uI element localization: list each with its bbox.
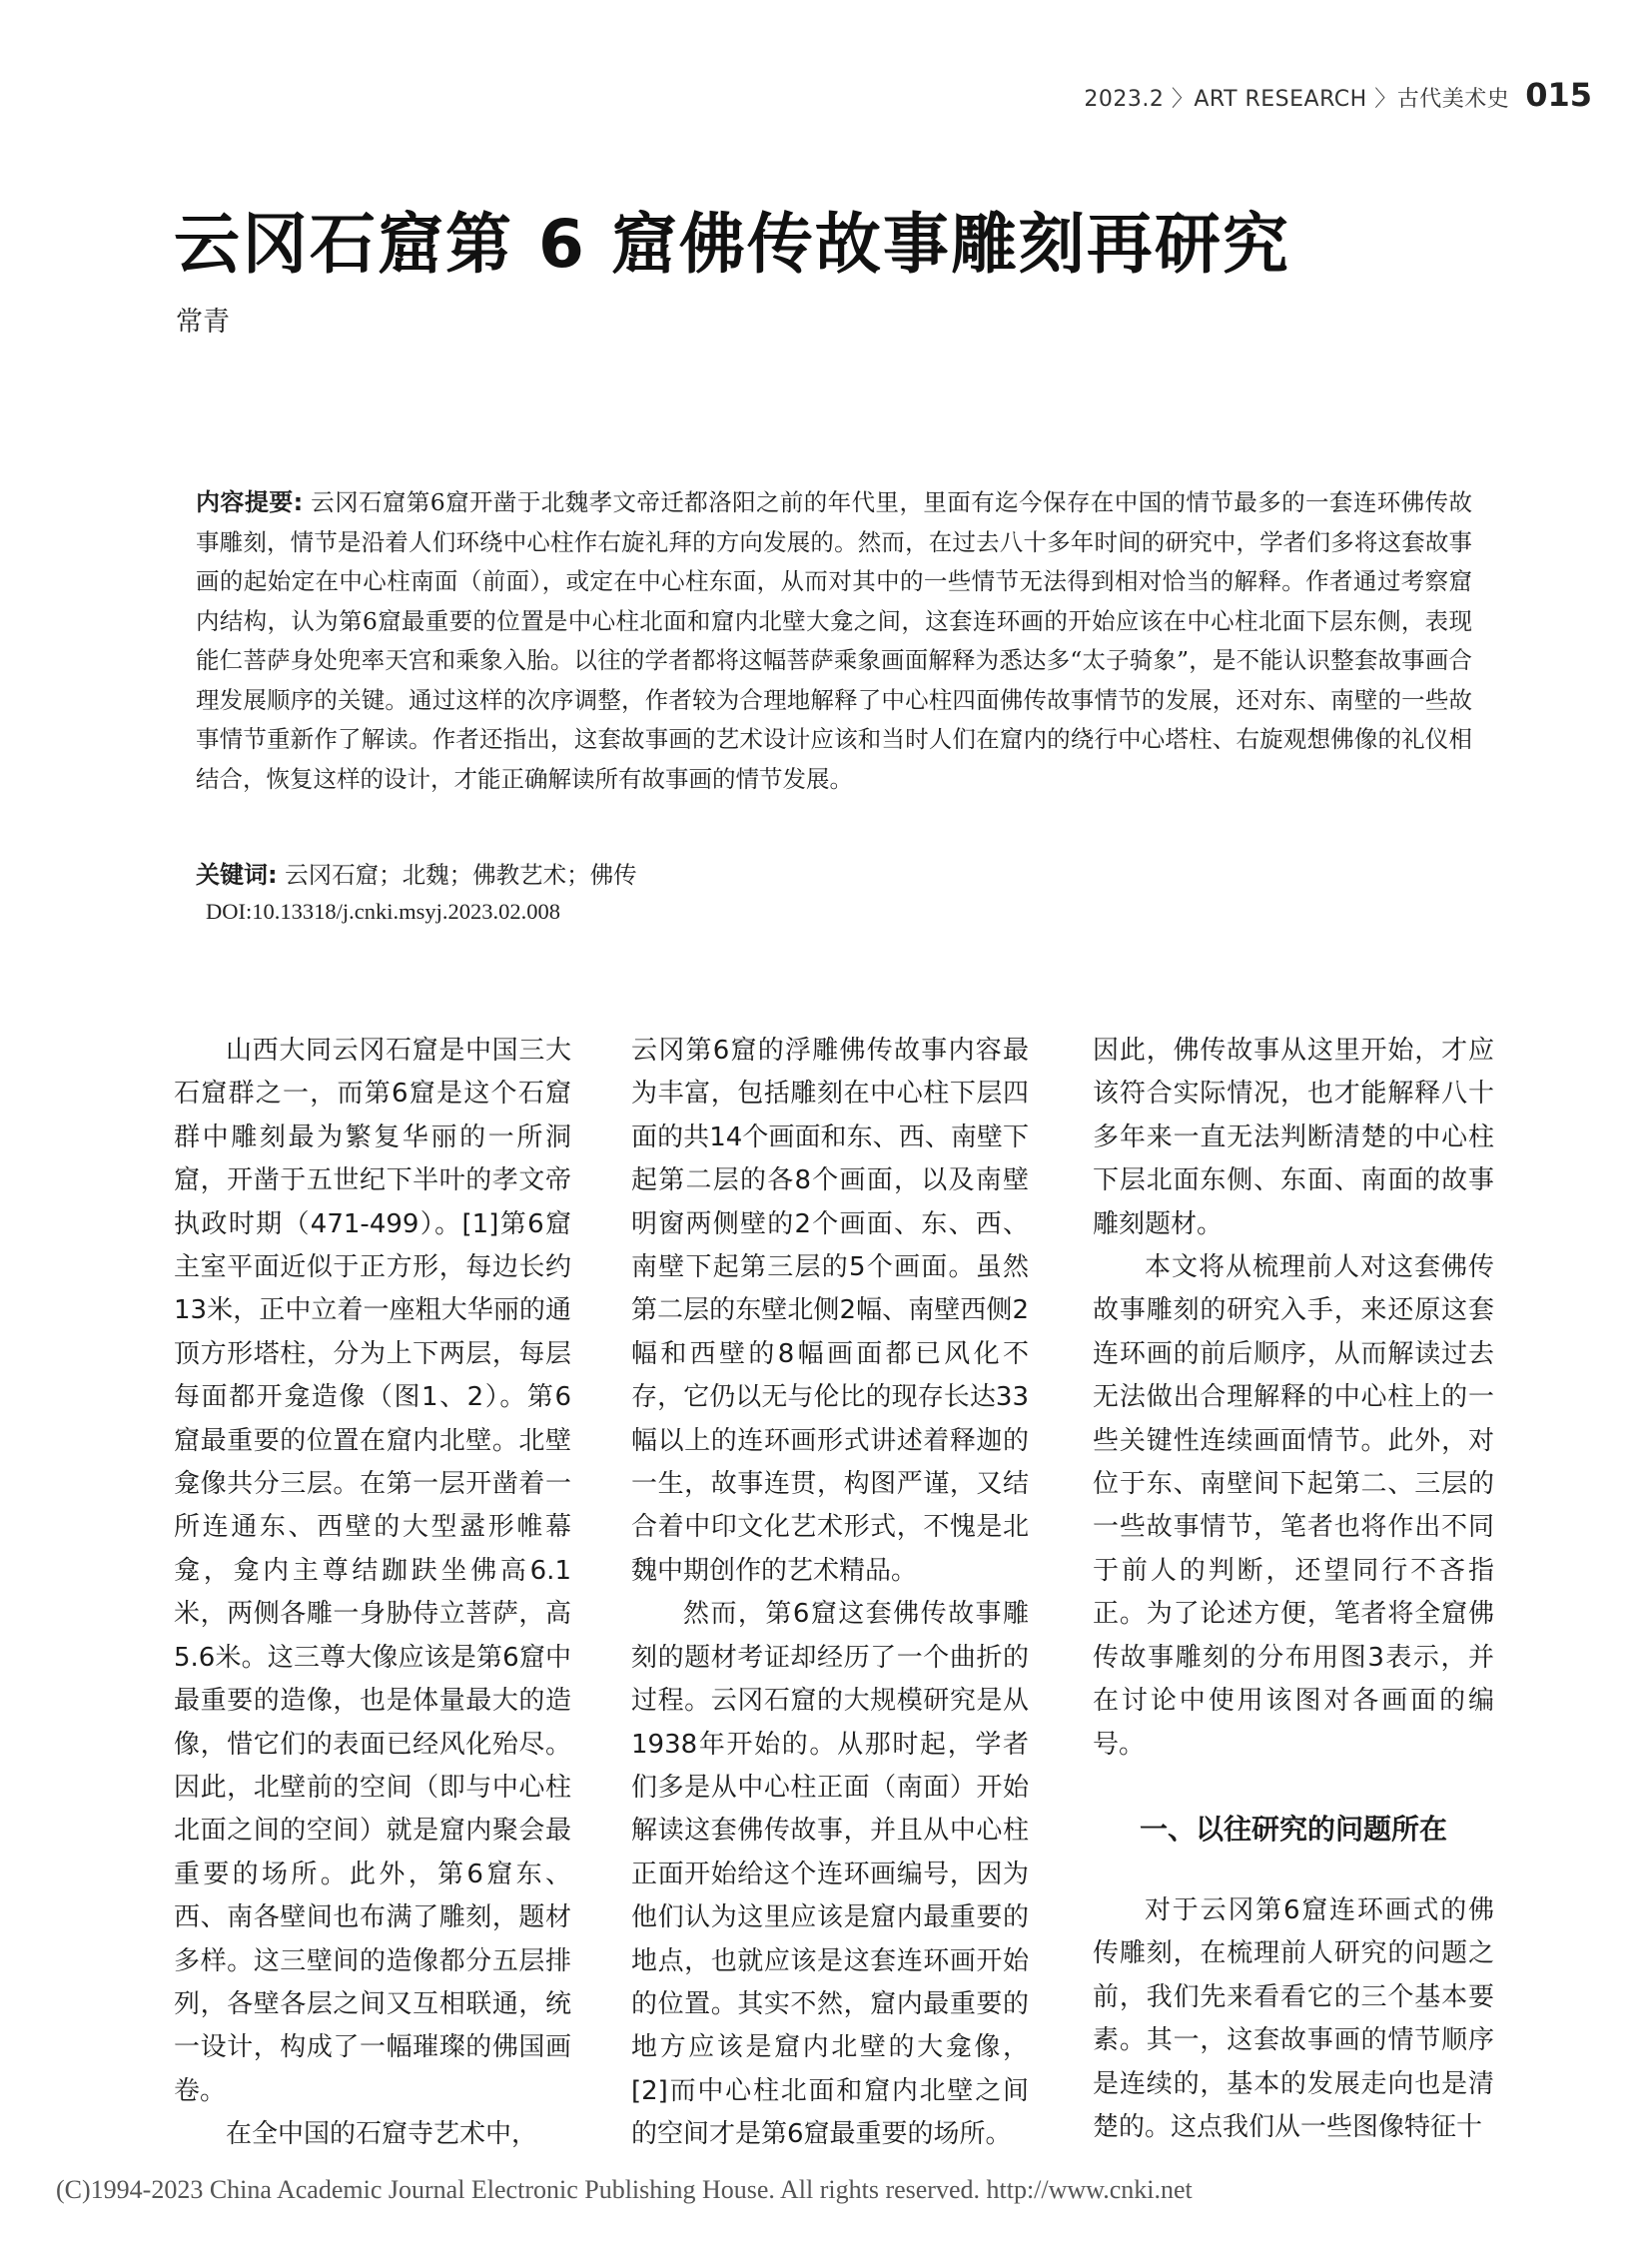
section-heading: 一、以往研究的问题所在 [1139, 1812, 1447, 1846]
keywords-text: 云冈石窟；北魏；佛教艺术；佛传 [285, 861, 637, 889]
paragraph: 因此，佛传故事从这里开始，才应该符合实际情况，也才能解释八十多年来一直无法判断清楚的中心柱下层北面东侧、东面、南面的故事雕刻题材。 [1093, 1036, 1494, 1239]
paragraph: 云冈第6窟的浮雕佛传故事内容最为丰富，包括雕刻在中心柱下层四面的共14个画面和东、西、南壁下起第二层的各8个画面，以及南壁明窗两侧壁的2个画面、东、西、南壁下起第三层的5个画面。虽然第二层的东壁北侧2幅、南壁西侧2幅和西壁的8幅画面都已风化不存，它仍以无与伦比的现存长达33幅以上的连环画形式讲述着释迦的一生，故事连贯，构图严谨，又结合着中印文化艺术形式，不愧是北魏中期创作的艺术精品。 [631, 1036, 1029, 1586]
article-author: 常青 [176, 307, 230, 338]
body-column-2 [631, 1030, 1029, 2157]
paragraph: 本文将从梳理前人对这套佛传故事雕刻的研究入手，来还原这套连环画的前后顺序，从而解读过去无法做出合理解释的中心柱上的一些关键性连续画面情节。此外，对位于东、南壁间下起第二、三层的一些故事情节，笔者也将作出不同于前人的判断，还望同行不吝指正。为了论述方便，笔者将全窟佛传故事雕刻的分布用图3表示，并在讨论中使用该图对各画面的编号。 [1093, 1252, 1494, 1760]
copyright-footer: (C)1994-2023 China Academic Journal Electronic Publishing House. All rights reserved. http://www.cnki.net [56, 2175, 1193, 2204]
paragraph: 山西大同云冈石窟是中国三大石窟群之一，而第6窟是这个石窟群中雕刻最为繁复华丽的一所洞窟，开凿于五世纪下半叶的孝文帝执政时期（471-499）。[1]第6窟主室平面近似于正方形，每边长约13米，正中立着一座粗大华丽的通顶方形塔柱，分为上下两层，每层每面都开龛造像（图1、2）。第6窟最重要的位置在窟内北壁。北壁龛像共分三层。在第一层开凿着一所连通东、西壁的大型盝形帷幕龛，龛内主尊结跏趺坐佛高6.1米，两侧各雕一身胁侍立菩萨，高5.6米。这三尊大像应该是第6窟中最重要的造像，也是体量最大的造像，惜它们的表面已经风化殆尽。因此，北壁前的空间（即与中心柱北面之间的空间）就是窟内聚会最重要的场所。此外，第6窟东、西、南各壁间也布满了雕刻，题材多样。这三壁间的造像都分五层排列，各壁各层之间又互相联通，统一设计，构成了一幅璀璨的佛国画卷。 [174, 1036, 571, 2106]
paragraph: 对于云冈第6窟连环画式的佛传雕刻，在梳理前人研究的问题之前，我们先来看看它的三个基本要素。其一，这套故事画的情节顺序是连续的，基本的发展走向也是清楚的。这点我们从一些图像特征十 [1093, 1894, 1494, 2142]
article-title: 云冈石窟第 6 窟佛传故事雕刻再研究 [174, 206, 1290, 283]
running-head [1084, 76, 1592, 116]
page-number: 015 [1525, 76, 1592, 114]
body-column-1 [174, 1030, 571, 2157]
abstract [196, 483, 1472, 799]
body-column-3 [1093, 1030, 1494, 2149]
keywords [196, 855, 1472, 895]
paragraph: 在全中国的石窟寺艺术中， [226, 2119, 538, 2150]
abstract-text: 云冈石窟第6窟开凿于北魏孝文帝迁都洛阳之前的年代里，里面有迄今保存在中国的情节最多的一套连环佛传故事雕刻，情节是沿着人们环绕中心柱作右旋礼拜的方向发展的。然而，在过去八十多年时间的研究中，学者们多将这套故事画的起始定在中心柱南面（前面），或定在中心柱东面，从而对其中的一些情节无法得到相对恰当的解释。作者通过考察窟内结构，认为第6窟最重要的位置是中心柱北面和窟内北壁大龛之间，这套连环画的开始应该在中心柱北面下层东侧，表现能仁菩萨身处兜率天宫和乘象入胎。以往的学者都将这幅菩萨乘象画面解释为悉达多“太子骑象”，是不能认识整套故事画合理发展顺序的关键。通过这样的次序调整，作者较为合理地解释了中心柱四面佛传故事情节的发展，还对东、南壁的一些故事情节重新作了解读。作者还指出，这套故事画的艺术设计应该和当时人们在窟内的绕行中心塔柱、右旋观想佛像的礼仪相结合，恢复这样的设计，才能正确解读所有故事画的情节发展。 [196, 488, 1472, 793]
keywords-label: 关键词: [196, 861, 278, 889]
paragraph: 然而，第6窟这套佛传故事雕刻的题材考证却经历了一个曲折的过程。云冈石窟的大规模研究是从1938年开始的。从那时起，学者们多是从中心柱正面（南面）开始解读这套佛传故事，并且从中心柱正面开始给这个连环画编号，因为他们认为这里应该是窟内最重要的地点，也就应该是这套连环画开始的位置。其实不然，窟内最重要的地方应该是窟内北壁的大龛像，[2]而中心柱北面和窟内北壁之间的空间才是第6窟最重要的场所。 [631, 1599, 1029, 2150]
abstract-label: 内容提要: [196, 488, 304, 516]
doi: DOI:10.13318/j.cnki.msyj.2023.02.008 [206, 899, 560, 924]
running-head-text: 2023.2 〉ART RESEARCH 〉古代美术史 [1084, 87, 1510, 112]
